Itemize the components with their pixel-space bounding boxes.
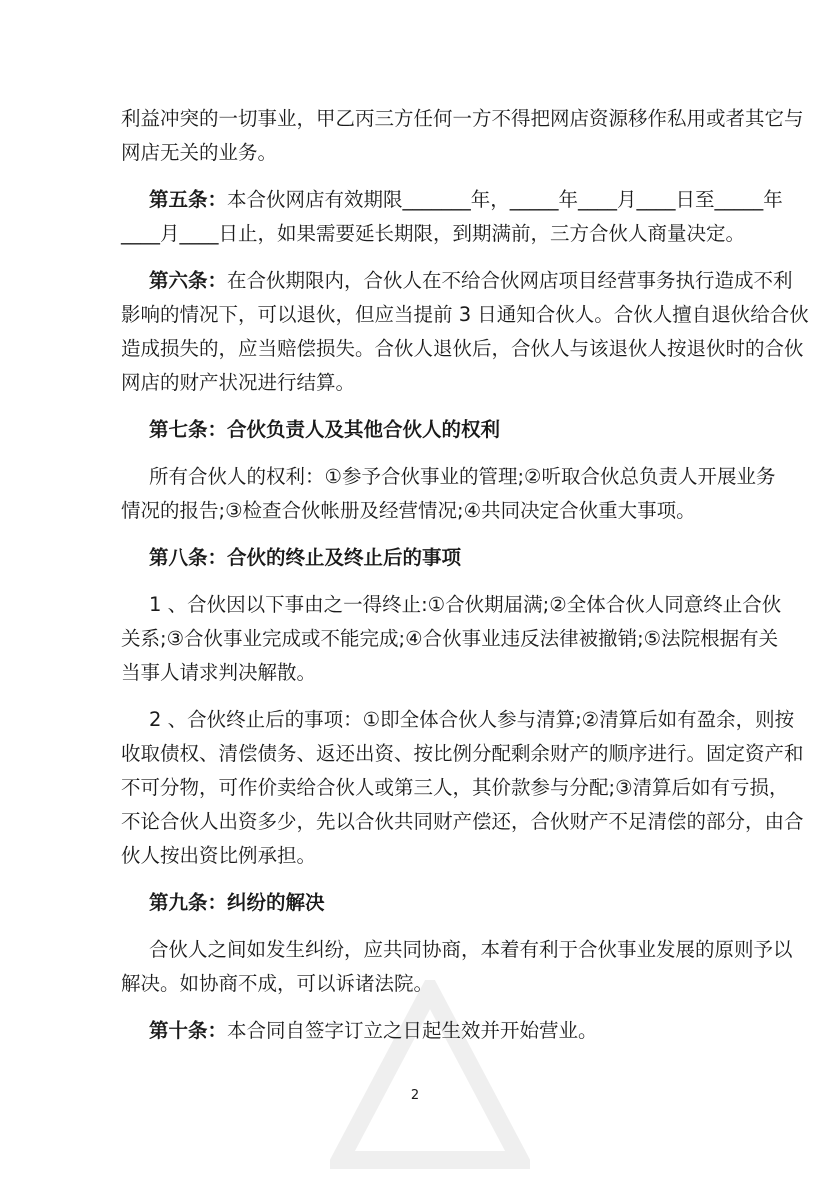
text-line: 合伙人之间如发生纠纷，应共同协商，本着有利于合伙事业发展的原则予以 xyxy=(149,938,793,961)
article-5 xyxy=(121,183,783,251)
text-line: 解决。如协商不成，可以诉诸法院。 xyxy=(121,972,434,995)
text-span: 本合同自签字订立之日起生效并开始营业。 xyxy=(227,1019,598,1042)
text-span: 在合伙期限内，合伙人在不给合伙网店项目经营事务执行造成不利 xyxy=(227,269,793,292)
text-line: ____月____日止，如果需要延长期限，到期满前，三方合伙人商量决定。 xyxy=(121,222,746,245)
text-line: 情况的报告;③检查合伙帐册及经营情况;④共同决定合伙重大事项。 xyxy=(121,499,696,522)
article-10 xyxy=(121,1014,716,1048)
text-line: 网店无关的业务。 xyxy=(121,141,278,164)
text-line: 收取债权、清偿债务、返还出资、按比例分配剩余财产的顺序进行。固定资产和 xyxy=(121,742,804,765)
section-heading: 第八条：合伙的终止及终止后的事项 xyxy=(149,546,462,569)
heading-line xyxy=(121,886,716,920)
text-line: 当事人请求判决解散。 xyxy=(121,661,317,684)
text-line xyxy=(121,264,793,298)
page-number: 2 xyxy=(410,1088,420,1103)
article-6 xyxy=(121,264,809,400)
text-line: 网店的财产状况进行结算。 xyxy=(121,371,356,394)
text-line: 伙人按出资比例承担。 xyxy=(121,844,317,867)
paragraph-continuation xyxy=(121,102,804,170)
dispute-paragraph xyxy=(121,933,793,1001)
text-line xyxy=(121,183,783,217)
text-line: 不可分物，可作价卖给合伙人或第三人，其价款参与分配;③清算后如有亏损， xyxy=(121,776,789,799)
termination-clause-1 xyxy=(121,588,782,690)
text-line: 关系;③合伙事业完成或不能完成;④合伙事业违反法律被撤销;⑤法院根据有关 xyxy=(121,627,779,650)
section-heading: 第九条：纠纷的解决 xyxy=(149,891,325,914)
heading-line xyxy=(121,541,716,575)
section-heading: 第七条：合伙负责人及其他合伙人的权利 xyxy=(149,418,501,441)
article-7-heading xyxy=(121,413,716,447)
text-line: 造成损失的，应当赔偿损失。合伙人退伙后，合伙人与该退伙人按退伙时的合伙 xyxy=(121,337,804,360)
article-label: 第五条： xyxy=(149,188,228,211)
article-8-heading xyxy=(121,541,716,575)
text-line: 1 、合伙因以下事由之一得终止:①合伙期届满;②全体合伙人同意终止合伙 xyxy=(149,593,782,616)
text-line xyxy=(121,1014,716,1048)
partner-rights-paragraph xyxy=(121,460,776,528)
text-line: 利益冲突的一切事业，甲乙丙三方任何一方不得把网店资源移作私用或者其它与 xyxy=(121,107,804,130)
article-label: 第六条： xyxy=(149,269,228,292)
text-line: 不论合伙人出资多少，先以合伙共同财产偿还，合伙财产不足清偿的部分，由合 xyxy=(121,810,804,833)
heading-line xyxy=(121,413,716,447)
termination-clause-2 xyxy=(121,703,804,873)
document-page xyxy=(121,102,809,1048)
text-line: 所有合伙人的权利：①参予合伙事业的管理;②听取合伙总负责人开展业务 xyxy=(149,465,776,488)
article-9-heading xyxy=(121,886,716,920)
text-span: 本合伙网店有效期限_______年，_____年____月____日至_____年 xyxy=(227,188,783,211)
text-line: 影响的情况下，可以退伙，但应当提前 3 日通知合伙人。合伙人擅自退伙给合伙 xyxy=(121,303,809,326)
text-line: 2 、合伙终止后的事项：①即全体合伙人参与清算;②清算后如有盈余，则按 xyxy=(149,708,795,731)
article-label: 第十条： xyxy=(149,1019,228,1042)
